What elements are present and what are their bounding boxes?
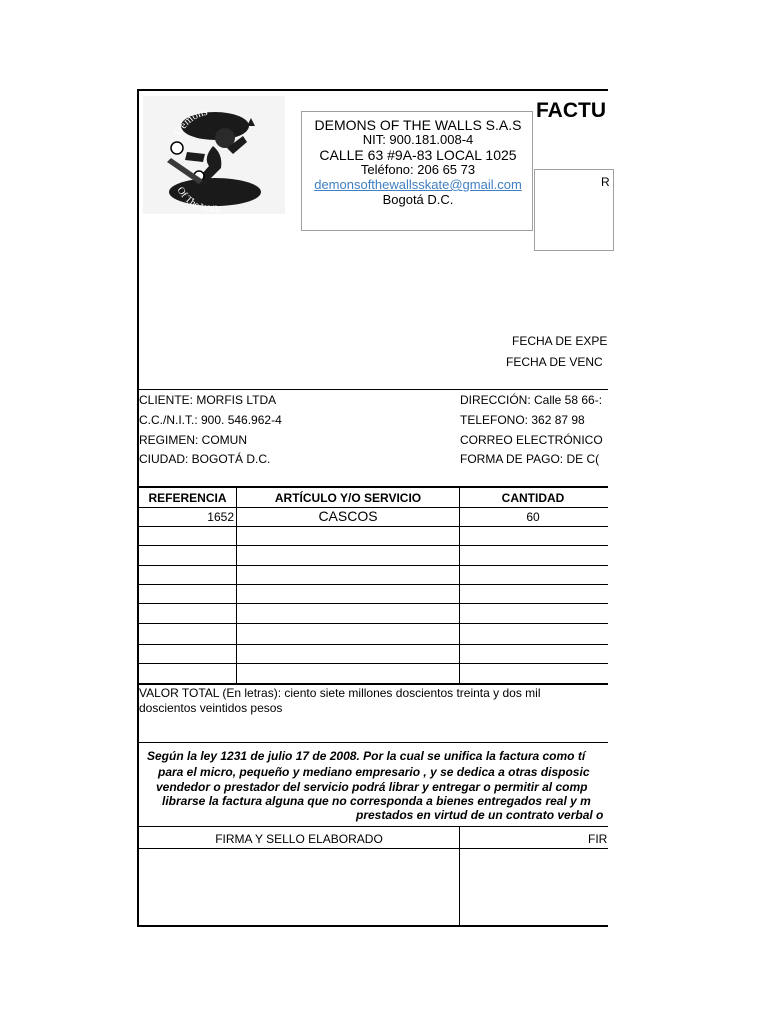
table-row-line (137, 526, 608, 527)
company-city: Bogotá D.C. (382, 192, 454, 207)
table-row-line (137, 545, 608, 546)
client-regimen: REGIMEN: COMUN (139, 433, 247, 447)
table-col-divider (459, 487, 460, 684)
issue-date-label: FECHA DE EXPE (512, 334, 608, 348)
client-email: CORREO ELECTRÓNICO (460, 433, 603, 447)
signature-right-label: FIR (588, 832, 608, 846)
frame-top-border (137, 89, 608, 91)
company-address: CALLE 63 #9A-83 LOCAL 1025 (319, 147, 517, 163)
table-col-divider (236, 487, 237, 684)
signature-label-divider (137, 848, 608, 849)
invoice-number-label: R (601, 175, 610, 189)
table-row-line (137, 565, 608, 566)
header-cantidad: CANTIDAD (501, 491, 565, 505)
signature-top-border (137, 826, 608, 827)
logo-text-top: Demons (172, 105, 209, 138)
header-referencia: REFERENCIA (148, 491, 227, 505)
legal-line-5: prestados en virtud de un contrato verbal o (356, 808, 604, 822)
header-articulo: ARTÍCULO Y/O SERVICIO (274, 491, 422, 505)
table-row-line (137, 603, 608, 604)
table-bottom-border (137, 683, 608, 685)
legal-line-4: librarse la factura alguna que no corresponda a bienes entregados real y m (162, 794, 591, 808)
table-row-line (137, 623, 608, 624)
frame-left-border (137, 89, 139, 927)
table-row-line (137, 644, 608, 645)
table-row-line (137, 663, 608, 664)
client-nit: C.C./N.I.T.: 900. 546.962-4 (139, 413, 282, 427)
client-address: DIRECCIÓN: Calle 58 66-: (460, 393, 603, 407)
company-info-box (301, 111, 533, 231)
frame-bottom-border (137, 925, 608, 927)
demons-logo-icon (143, 96, 285, 214)
signature-left-label: FIRMA Y SELLO ELABORADO (215, 832, 383, 846)
table-row-line (137, 584, 608, 585)
row1-articulo: CASCOS (318, 508, 378, 524)
row1-cantidad: 60 (526, 510, 540, 524)
company-name: DEMONS OF THE WALLS S.A.S (314, 117, 522, 133)
legal-line-2: para el micro, pequeño y mediano empresario , y se dedica a otras disposic (158, 765, 590, 779)
client-payment-method: FORMA DE PAGO: DE C( (460, 452, 600, 466)
logo-text-bottom: Of The Walls (174, 185, 223, 214)
table-top-border (137, 486, 608, 488)
invoice-title: FACTU (536, 99, 606, 122)
total-bottom-border (137, 742, 608, 743)
legal-line-3: vendedor o prestador del servicio podrá librar y entregar o permitir al comp (156, 780, 588, 794)
client-name: CLIENTE: MORFIS LTDA (139, 393, 277, 407)
total-words-line2: doscientos veintidos pesos (139, 701, 283, 715)
company-email-link[interactable]: demonsofthewallsskate@gmail.com (314, 177, 522, 192)
company-phone: Teléfono: 206 65 73 (360, 162, 476, 177)
legal-line-1: Según la ley 1231 de julio 17 de 2008. Por la cual se unifica la factura como tí (147, 749, 586, 763)
client-phone: TELEFONO: 362 87 98 (460, 413, 585, 427)
row1-referencia: 1652 (207, 510, 234, 524)
due-date-label: FECHA DE VENC (506, 355, 603, 369)
signature-col-divider (459, 827, 460, 926)
company-logo (143, 96, 285, 214)
client-city: CIUDAD: BOGOTÁ D.C. (139, 452, 271, 466)
client-top-border (137, 389, 608, 390)
total-words-line1: VALOR TOTAL (En letras): ciento siete millones doscientos treinta y dos mil (139, 686, 541, 700)
company-nit: NIT: 900.181.008-4 (362, 132, 474, 147)
